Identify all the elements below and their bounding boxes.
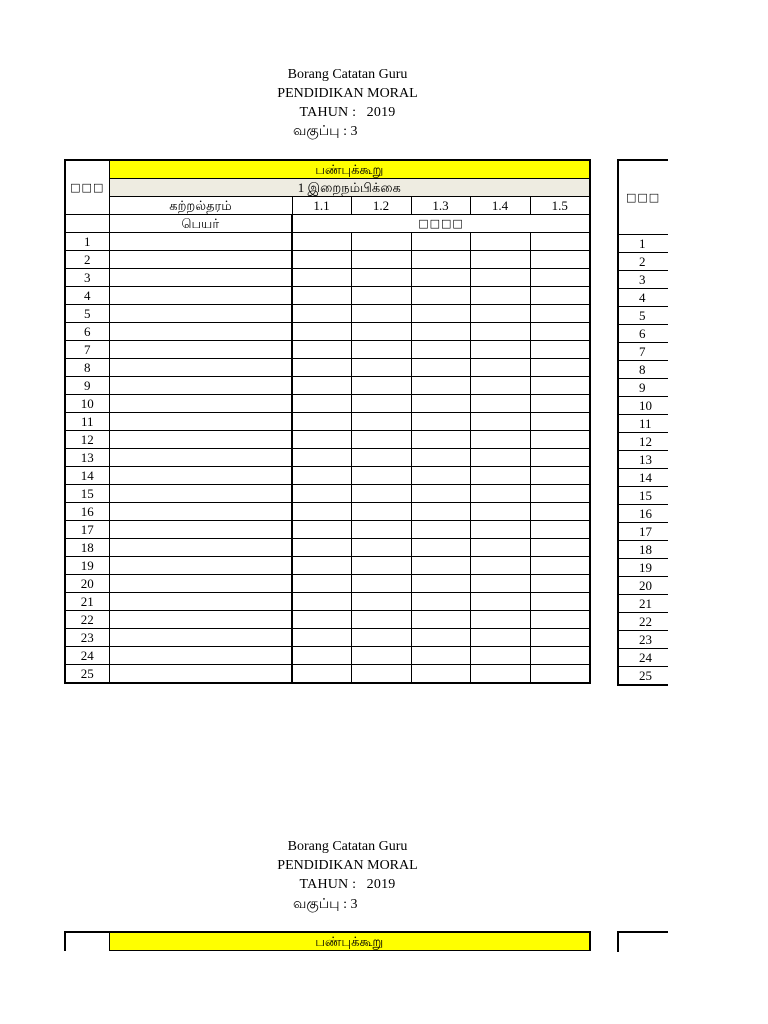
standard-label: கற்றல்தரம் — [109, 197, 292, 215]
level-cell[interactable] — [411, 485, 470, 503]
side-row-number: 8 — [618, 361, 668, 379]
side-table-row — [618, 541, 668, 559]
level-cell[interactable] — [292, 233, 351, 251]
side-table-row — [618, 397, 668, 415]
table-row — [65, 503, 590, 521]
level-cell[interactable] — [351, 323, 411, 341]
side-row-number: 22 — [618, 613, 668, 631]
level-cell[interactable] — [470, 485, 530, 503]
second-topic-header: பண்புக்கூறு — [109, 932, 590, 951]
class-label-2: வகுப்பு — [293, 897, 340, 912]
name-label: பெயர் — [109, 215, 292, 233]
student-name-cell[interactable] — [109, 485, 292, 503]
side-row-number: 6 — [618, 325, 668, 343]
level-cell[interactable] — [411, 575, 470, 593]
student-name-cell[interactable] — [109, 341, 292, 359]
level-cell[interactable] — [351, 251, 411, 269]
student-name-cell[interactable] — [109, 665, 292, 684]
level-cell[interactable] — [530, 377, 590, 395]
side-table-row — [618, 505, 668, 523]
level-cell[interactable] — [292, 629, 351, 647]
side-table-row — [618, 451, 668, 469]
level-header: □□□□ — [292, 215, 590, 233]
row-number-header: □□□ — [65, 160, 109, 215]
level-cell[interactable] — [292, 593, 351, 611]
row-number: 14 — [65, 467, 109, 485]
side-table-row — [618, 469, 668, 487]
table-row — [65, 467, 590, 485]
level-cell[interactable] — [351, 269, 411, 287]
level-cell[interactable] — [530, 341, 590, 359]
class-label: வகுப்பு — [293, 124, 340, 139]
year-label-2: TAHUN : — [299, 877, 357, 892]
level-cell[interactable] — [411, 521, 470, 539]
level-cell[interactable] — [470, 503, 530, 521]
student-name-cell[interactable] — [109, 377, 292, 395]
side-row-number: 21 — [618, 595, 668, 613]
level-cell[interactable] — [470, 449, 530, 467]
level-cell[interactable] — [530, 485, 590, 503]
level-cell[interactable] — [351, 377, 411, 395]
level-cell[interactable] — [470, 575, 530, 593]
level-cell[interactable] — [470, 629, 530, 647]
table-row — [65, 341, 590, 359]
student-name-cell[interactable] — [109, 323, 292, 341]
level-cell[interactable] — [411, 593, 470, 611]
level-cell[interactable] — [470, 521, 530, 539]
row-number: 17 — [65, 521, 109, 539]
level-cell[interactable] — [351, 629, 411, 647]
second-record-table — [64, 931, 591, 951]
level-cell[interactable] — [411, 305, 470, 323]
row-number: 3 — [65, 269, 109, 287]
level-cell[interactable] — [411, 467, 470, 485]
table-row — [65, 485, 590, 503]
row-number: 18 — [65, 539, 109, 557]
row-number: 5 — [65, 305, 109, 323]
level-cell[interactable] — [292, 377, 351, 395]
level-cell[interactable] — [470, 359, 530, 377]
level-cell[interactable] — [530, 539, 590, 557]
side-table-row — [618, 487, 668, 505]
year-line-2 — [0, 876, 695, 894]
table-row — [65, 305, 590, 323]
level-cell[interactable] — [351, 359, 411, 377]
level-cell[interactable] — [292, 539, 351, 557]
value-header: 1 இறைநம்பிக்கை — [109, 179, 590, 197]
level-cell[interactable] — [470, 251, 530, 269]
side-table-row — [618, 667, 668, 686]
level-cell[interactable] — [411, 269, 470, 287]
table-row — [65, 287, 590, 305]
level-cell[interactable] — [470, 341, 530, 359]
level-cell[interactable] — [530, 557, 590, 575]
level-cell[interactable] — [470, 539, 530, 557]
level-cell[interactable] — [292, 305, 351, 323]
student-name-cell[interactable] — [109, 251, 292, 269]
level-cell[interactable] — [470, 647, 530, 665]
topic-header: பண்புக்கூறு — [109, 160, 590, 179]
level-cell[interactable] — [470, 377, 530, 395]
side-table-row — [618, 289, 668, 307]
student-name-cell[interactable] — [109, 593, 292, 611]
level-cell[interactable] — [292, 611, 351, 629]
level-cell[interactable] — [292, 665, 351, 684]
row-number: 15 — [65, 485, 109, 503]
level-cell[interactable] — [411, 665, 470, 684]
table-row — [65, 449, 590, 467]
level-cell[interactable] — [470, 467, 530, 485]
table-row — [65, 629, 590, 647]
side-row-number: 15 — [618, 487, 668, 505]
class-line-2 — [293, 896, 357, 914]
level-cell[interactable] — [411, 323, 470, 341]
level-cell[interactable] — [351, 431, 411, 449]
level-cell[interactable] — [411, 359, 470, 377]
level-cell[interactable] — [530, 449, 590, 467]
student-name-cell[interactable] — [109, 449, 292, 467]
student-name-cell[interactable] — [109, 467, 292, 485]
level-cell[interactable] — [530, 359, 590, 377]
standard-1-3: 1.3 — [411, 197, 470, 215]
level-cell[interactable] — [411, 647, 470, 665]
side-table-row — [618, 253, 668, 271]
side-table-row — [618, 523, 668, 541]
side-row-number: 24 — [618, 649, 668, 667]
student-name-cell[interactable] — [109, 539, 292, 557]
class-line — [293, 123, 357, 141]
standard-1-1: 1.1 — [292, 197, 351, 215]
side-row-number: 12 — [618, 433, 668, 451]
blank-cell — [65, 215, 109, 233]
level-cell[interactable] — [530, 611, 590, 629]
level-cell[interactable] — [411, 287, 470, 305]
table-row — [65, 557, 590, 575]
level-cell[interactable] — [292, 287, 351, 305]
table-row — [65, 521, 590, 539]
row-number: 23 — [65, 629, 109, 647]
class-separator-2: : — [343, 897, 347, 912]
row-number: 19 — [65, 557, 109, 575]
level-cell[interactable] — [351, 521, 411, 539]
level-cell[interactable] — [530, 269, 590, 287]
row-number: 22 — [65, 611, 109, 629]
student-name-cell[interactable] — [109, 629, 292, 647]
side-table-row — [618, 235, 668, 253]
level-cell[interactable] — [292, 395, 351, 413]
row-number: 20 — [65, 575, 109, 593]
student-name-cell[interactable] — [109, 521, 292, 539]
level-cell[interactable] — [292, 521, 351, 539]
level-cell[interactable] — [530, 251, 590, 269]
level-cell[interactable] — [411, 449, 470, 467]
row-number: 6 — [65, 323, 109, 341]
student-name-cell[interactable] — [109, 287, 292, 305]
level-cell[interactable] — [470, 611, 530, 629]
level-cell[interactable] — [351, 503, 411, 521]
second-table-clip — [64, 931, 594, 952]
level-cell[interactable] — [351, 539, 411, 557]
level-cell[interactable] — [351, 485, 411, 503]
level-cell[interactable] — [351, 611, 411, 629]
side-row-number: 11 — [618, 415, 668, 433]
form-title: Borang Catatan Guru — [287, 67, 408, 82]
table-row — [65, 359, 590, 377]
side-table-row — [618, 307, 668, 325]
table-row — [65, 233, 590, 251]
row-number: 25 — [65, 665, 109, 684]
level-cell[interactable] — [351, 395, 411, 413]
side-table-row — [618, 613, 668, 631]
year-value-2: 2019 — [366, 877, 396, 892]
student-name-cell[interactable] — [109, 269, 292, 287]
level-cell[interactable] — [351, 305, 411, 323]
table-row — [65, 539, 590, 557]
side-row-number: 25 — [618, 667, 668, 686]
table-row — [65, 431, 590, 449]
level-cell[interactable] — [351, 233, 411, 251]
side-table-row — [618, 631, 668, 649]
row-number: 9 — [65, 377, 109, 395]
level-cell[interactable] — [351, 665, 411, 684]
second-row-number-header — [65, 932, 109, 951]
level-cell[interactable] — [470, 323, 530, 341]
student-name-cell[interactable] — [109, 233, 292, 251]
level-cell[interactable] — [351, 467, 411, 485]
level-cell[interactable] — [530, 575, 590, 593]
student-name-cell[interactable] — [109, 431, 292, 449]
level-cell[interactable] — [292, 323, 351, 341]
side-table — [617, 159, 668, 686]
row-number: 11 — [65, 413, 109, 431]
side-table-clip — [617, 159, 668, 694]
level-cell[interactable] — [292, 647, 351, 665]
level-cell[interactable] — [470, 593, 530, 611]
level-cell[interactable] — [530, 287, 590, 305]
standard-1-4: 1.4 — [470, 197, 530, 215]
table-row — [65, 647, 590, 665]
side-table-row — [618, 433, 668, 451]
second-side-clip — [617, 931, 668, 952]
table-row — [65, 377, 590, 395]
level-cell[interactable] — [292, 413, 351, 431]
level-cell[interactable] — [351, 413, 411, 431]
level-cell[interactable] — [292, 575, 351, 593]
student-name-cell[interactable] — [109, 503, 292, 521]
student-name-cell[interactable] — [109, 413, 292, 431]
level-cell[interactable] — [411, 557, 470, 575]
level-cell[interactable] — [351, 575, 411, 593]
level-cell[interactable] — [292, 485, 351, 503]
level-cell[interactable] — [351, 287, 411, 305]
student-name-cell[interactable] — [109, 575, 292, 593]
row-number: 8 — [65, 359, 109, 377]
row-number: 24 — [65, 647, 109, 665]
level-cell[interactable] — [470, 233, 530, 251]
side-row-number: 4 — [618, 289, 668, 307]
level-cell[interactable] — [292, 467, 351, 485]
level-cell[interactable] — [470, 665, 530, 684]
row-number: 7 — [65, 341, 109, 359]
side-row-number: 1 — [618, 235, 668, 253]
level-cell[interactable] — [351, 449, 411, 467]
record-table — [64, 159, 591, 684]
level-cell[interactable] — [351, 593, 411, 611]
level-cell[interactable] — [470, 431, 530, 449]
level-cell[interactable] — [351, 341, 411, 359]
class-separator: : — [343, 124, 347, 139]
level-cell[interactable] — [292, 269, 351, 287]
side-row-number: 16 — [618, 505, 668, 523]
side-row-number: 19 — [618, 559, 668, 577]
side-row-number: 9 — [618, 379, 668, 397]
table-row — [65, 413, 590, 431]
side-table-row — [618, 649, 668, 667]
side-table-row — [618, 415, 668, 433]
second-side-box — [617, 931, 668, 952]
side-row-number: 17 — [618, 523, 668, 541]
year-line — [0, 104, 695, 122]
side-row-number: 18 — [618, 541, 668, 559]
level-cell[interactable] — [292, 359, 351, 377]
standard-1-2: 1.2 — [351, 197, 411, 215]
form-title-2: Borang Catatan Guru — [287, 839, 408, 854]
level-cell[interactable] — [411, 629, 470, 647]
side-row-number-header: □□□ — [618, 160, 668, 235]
subject-title-2: PENDIDIKAN MORAL — [277, 858, 418, 873]
student-name-cell[interactable] — [109, 305, 292, 323]
level-cell[interactable] — [530, 629, 590, 647]
level-cell[interactable] — [411, 413, 470, 431]
student-name-cell[interactable] — [109, 395, 292, 413]
level-cell[interactable] — [530, 413, 590, 431]
level-cell[interactable] — [530, 467, 590, 485]
year-value: 2019 — [366, 105, 396, 120]
table-row — [65, 611, 590, 629]
row-number: 4 — [65, 287, 109, 305]
level-cell[interactable] — [530, 521, 590, 539]
table-row — [65, 269, 590, 287]
table-row — [65, 395, 590, 413]
row-number: 12 — [65, 431, 109, 449]
level-cell[interactable] — [470, 305, 530, 323]
level-cell[interactable] — [470, 269, 530, 287]
side-row-number: 23 — [618, 631, 668, 649]
student-name-cell[interactable] — [109, 647, 292, 665]
subject-title: PENDIDIKAN MORAL — [277, 86, 418, 101]
level-cell[interactable] — [530, 503, 590, 521]
side-table-row — [618, 271, 668, 289]
level-cell[interactable] — [530, 593, 590, 611]
side-table-row — [618, 577, 668, 595]
side-table-row — [618, 559, 668, 577]
side-row-number: 20 — [618, 577, 668, 595]
row-number: 10 — [65, 395, 109, 413]
side-row-number: 10 — [618, 397, 668, 415]
level-cell[interactable] — [470, 557, 530, 575]
level-cell[interactable] — [411, 233, 470, 251]
level-cell[interactable] — [530, 233, 590, 251]
side-row-number: 3 — [618, 271, 668, 289]
level-cell[interactable] — [292, 503, 351, 521]
level-cell[interactable] — [292, 341, 351, 359]
level-cell[interactable] — [530, 647, 590, 665]
year-label: TAHUN : — [299, 105, 357, 120]
side-row-number: 7 — [618, 343, 668, 361]
side-row-number: 13 — [618, 451, 668, 469]
level-cell[interactable] — [411, 431, 470, 449]
table-row — [65, 665, 590, 684]
level-cell[interactable] — [411, 251, 470, 269]
level-cell[interactable] — [411, 341, 470, 359]
level-cell[interactable] — [292, 431, 351, 449]
row-number: 13 — [65, 449, 109, 467]
level-cell[interactable] — [530, 305, 590, 323]
class-value-2: 3 — [350, 897, 358, 912]
side-row-number: 14 — [618, 469, 668, 487]
table-row — [65, 251, 590, 269]
level-cell[interactable] — [470, 413, 530, 431]
level-cell[interactable] — [411, 377, 470, 395]
level-cell[interactable] — [530, 395, 590, 413]
side-row-number: 5 — [618, 307, 668, 325]
side-table-row — [618, 595, 668, 613]
level-cell[interactable] — [530, 323, 590, 341]
level-cell[interactable] — [411, 503, 470, 521]
table-row — [65, 593, 590, 611]
table-row — [65, 575, 590, 593]
level-cell[interactable] — [411, 611, 470, 629]
side-row-number: 2 — [618, 253, 668, 271]
side-table-row — [618, 343, 668, 361]
table-row — [65, 323, 590, 341]
level-cell[interactable] — [292, 251, 351, 269]
student-name-cell[interactable] — [109, 359, 292, 377]
side-table-row — [618, 325, 668, 343]
student-name-cell[interactable] — [109, 557, 292, 575]
level-cell[interactable] — [292, 557, 351, 575]
side-table-row — [618, 379, 668, 397]
level-cell[interactable] — [411, 395, 470, 413]
row-number: 16 — [65, 503, 109, 521]
level-cell[interactable] — [351, 557, 411, 575]
level-cell[interactable] — [351, 647, 411, 665]
level-cell[interactable] — [530, 431, 590, 449]
side-table-row — [618, 361, 668, 379]
class-value: 3 — [350, 124, 358, 139]
row-number: 1 — [65, 233, 109, 251]
student-name-cell[interactable] — [109, 611, 292, 629]
level-cell[interactable] — [470, 287, 530, 305]
row-number: 2 — [65, 251, 109, 269]
level-cell[interactable] — [470, 395, 530, 413]
row-number: 21 — [65, 593, 109, 611]
level-cell[interactable] — [530, 665, 590, 684]
level-cell[interactable] — [411, 539, 470, 557]
level-cell[interactable] — [292, 449, 351, 467]
standard-1-5: 1.5 — [530, 197, 590, 215]
